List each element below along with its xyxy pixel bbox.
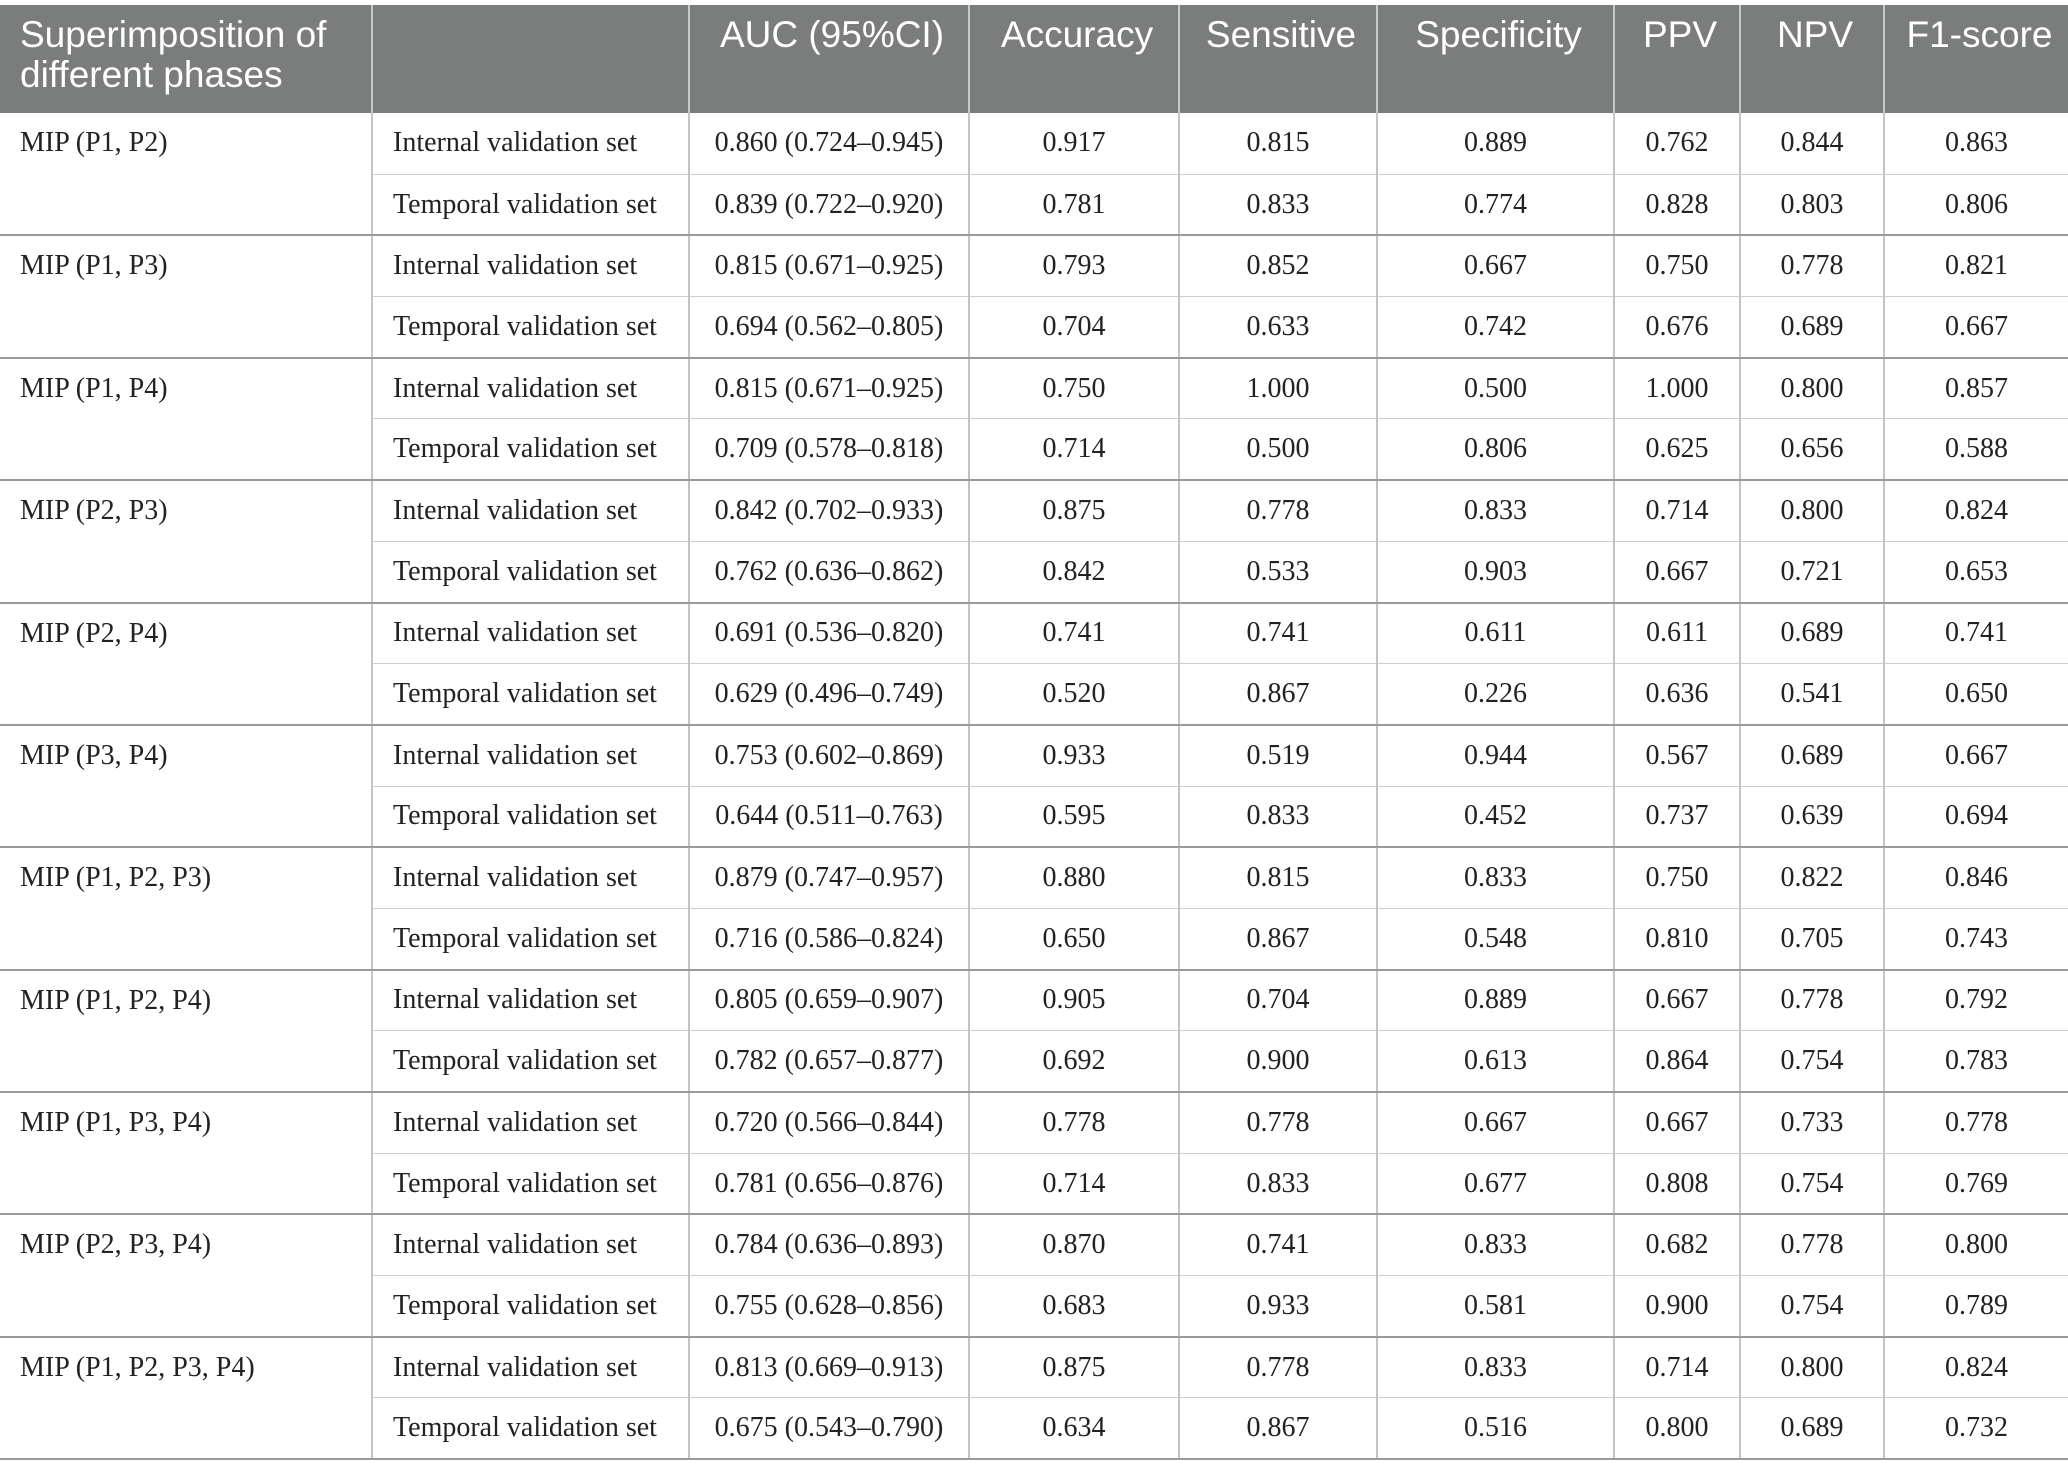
npv-cell: 0.689 — [1740, 603, 1884, 664]
specificity-cell: 0.833 — [1377, 1337, 1614, 1398]
f1-cell: 0.694 — [1884, 786, 2068, 847]
f1-cell: 0.821 — [1884, 235, 2068, 296]
auc-cell: 0.720 (0.566–0.844) — [689, 1092, 969, 1153]
phase-cell: MIP (P2, P3, P4) — [0, 1214, 372, 1336]
validation-set-cell: Internal validation set — [372, 358, 689, 419]
f1-cell: 0.846 — [1884, 847, 2068, 908]
accuracy-cell: 0.880 — [969, 847, 1179, 908]
phase-cell: MIP (P2, P4) — [0, 603, 372, 725]
accuracy-cell: 0.781 — [969, 174, 1179, 235]
specificity-cell: 0.667 — [1377, 1092, 1614, 1153]
ppv-cell: 0.636 — [1614, 664, 1740, 725]
accuracy-cell: 0.634 — [969, 1398, 1179, 1459]
ppv-cell: 0.828 — [1614, 174, 1740, 235]
sensitive-cell: 0.815 — [1179, 113, 1377, 174]
f1-cell: 0.588 — [1884, 419, 2068, 480]
table-row — [0, 480, 2068, 541]
accuracy-cell: 0.650 — [969, 908, 1179, 969]
ppv-cell: 0.900 — [1614, 1276, 1740, 1337]
auc-cell: 0.755 (0.628–0.856) — [689, 1276, 969, 1337]
sensitive-cell: 0.815 — [1179, 847, 1377, 908]
validation-set-cell: Temporal validation set — [372, 664, 689, 725]
sensitive-cell: 0.833 — [1179, 1153, 1377, 1214]
npv-cell: 0.803 — [1740, 174, 1884, 235]
auc-cell: 0.694 (0.562–0.805) — [689, 297, 969, 358]
accuracy-cell: 0.793 — [969, 235, 1179, 296]
f1-cell: 0.667 — [1884, 725, 2068, 786]
table-header — [0, 5, 2068, 113]
npv-cell: 0.733 — [1740, 1092, 1884, 1153]
ppv-cell: 0.800 — [1614, 1398, 1740, 1459]
auc-cell: 0.815 (0.671–0.925) — [689, 235, 969, 296]
validation-set-cell: Internal validation set — [372, 970, 689, 1031]
table-row — [0, 847, 2068, 908]
ppv-cell: 0.667 — [1614, 970, 1740, 1031]
table-row — [0, 603, 2068, 664]
f1-cell: 0.667 — [1884, 297, 2068, 358]
ppv-cell: 0.625 — [1614, 419, 1740, 480]
auc-cell: 0.782 (0.657–0.877) — [689, 1031, 969, 1092]
header-npv: NPV — [1740, 5, 1884, 113]
specificity-cell: 0.806 — [1377, 419, 1614, 480]
auc-cell: 0.879 (0.747–0.957) — [689, 847, 969, 908]
auc-cell: 0.813 (0.669–0.913) — [689, 1337, 969, 1398]
validation-set-cell: Internal validation set — [372, 480, 689, 541]
accuracy-cell: 0.875 — [969, 480, 1179, 541]
table-row — [0, 970, 2068, 1031]
accuracy-cell: 0.714 — [969, 419, 1179, 480]
specificity-cell: 0.889 — [1377, 113, 1614, 174]
table-row — [0, 1214, 2068, 1275]
sensitive-cell: 0.519 — [1179, 725, 1377, 786]
f1-cell: 0.789 — [1884, 1276, 2068, 1337]
f1-cell: 0.792 — [1884, 970, 2068, 1031]
auc-cell: 0.839 (0.722–0.920) — [689, 174, 969, 235]
auc-cell: 0.842 (0.702–0.933) — [689, 480, 969, 541]
sensitive-cell: 1.000 — [1179, 358, 1377, 419]
accuracy-cell: 0.842 — [969, 541, 1179, 602]
ppv-cell: 0.762 — [1614, 113, 1740, 174]
table-body — [0, 113, 2068, 1459]
npv-cell: 0.689 — [1740, 725, 1884, 786]
npv-cell: 0.754 — [1740, 1031, 1884, 1092]
specificity-cell: 0.833 — [1377, 847, 1614, 908]
accuracy-cell: 0.520 — [969, 664, 1179, 725]
sensitive-cell: 0.500 — [1179, 419, 1377, 480]
ppv-cell: 0.808 — [1614, 1153, 1740, 1214]
npv-cell: 0.754 — [1740, 1276, 1884, 1337]
auc-cell: 0.762 (0.636–0.862) — [689, 541, 969, 602]
npv-cell: 0.754 — [1740, 1153, 1884, 1214]
f1-cell: 0.863 — [1884, 113, 2068, 174]
accuracy-cell: 0.778 — [969, 1092, 1179, 1153]
validation-set-cell: Internal validation set — [372, 113, 689, 174]
table-row — [0, 113, 2068, 174]
auc-cell: 0.629 (0.496–0.749) — [689, 664, 969, 725]
validation-set-cell: Temporal validation set — [372, 786, 689, 847]
sensitive-cell: 0.867 — [1179, 664, 1377, 725]
header-specificity: Specificity — [1377, 5, 1614, 113]
auc-cell: 0.781 (0.656–0.876) — [689, 1153, 969, 1214]
specificity-cell: 0.611 — [1377, 603, 1614, 664]
header-phase: Superimposition of different phases — [0, 5, 372, 113]
sensitive-cell: 0.741 — [1179, 603, 1377, 664]
validation-set-cell: Internal validation set — [372, 725, 689, 786]
accuracy-cell: 0.870 — [969, 1214, 1179, 1275]
phase-cell: MIP (P2, P3) — [0, 480, 372, 602]
validation-set-cell: Internal validation set — [372, 235, 689, 296]
specificity-cell: 0.516 — [1377, 1398, 1614, 1459]
validation-set-cell: Temporal validation set — [372, 1398, 689, 1459]
sensitive-cell: 0.900 — [1179, 1031, 1377, 1092]
ppv-cell: 0.682 — [1614, 1214, 1740, 1275]
table-row — [0, 1337, 2068, 1398]
accuracy-cell: 0.714 — [969, 1153, 1179, 1214]
accuracy-cell: 0.692 — [969, 1031, 1179, 1092]
npv-cell: 0.822 — [1740, 847, 1884, 908]
npv-cell: 0.778 — [1740, 1214, 1884, 1275]
ppv-cell: 0.864 — [1614, 1031, 1740, 1092]
accuracy-cell: 0.905 — [969, 970, 1179, 1031]
f1-cell: 0.806 — [1884, 174, 2068, 235]
auc-cell: 0.815 (0.671–0.925) — [689, 358, 969, 419]
header-auc: AUC (95%CI) — [689, 5, 969, 113]
ppv-cell: 0.567 — [1614, 725, 1740, 786]
ppv-cell: 0.667 — [1614, 1092, 1740, 1153]
table-row — [0, 358, 2068, 419]
validation-set-cell: Temporal validation set — [372, 1153, 689, 1214]
npv-cell: 0.778 — [1740, 970, 1884, 1031]
auc-cell: 0.860 (0.724–0.945) — [689, 113, 969, 174]
ppv-cell: 1.000 — [1614, 358, 1740, 419]
sensitive-cell: 0.704 — [1179, 970, 1377, 1031]
phase-cell: MIP (P3, P4) — [0, 725, 372, 847]
validation-set-cell: Temporal validation set — [372, 297, 689, 358]
phase-cell: MIP (P1, P2, P3, P4) — [0, 1337, 372, 1459]
ppv-cell: 0.750 — [1614, 847, 1740, 908]
phase-cell: MIP (P1, P3) — [0, 235, 372, 357]
specificity-cell: 0.548 — [1377, 908, 1614, 969]
phase-cell: MIP (P1, P2, P4) — [0, 970, 372, 1092]
sensitive-cell: 0.741 — [1179, 1214, 1377, 1275]
validation-set-cell: Temporal validation set — [372, 908, 689, 969]
auc-cell: 0.805 (0.659–0.907) — [689, 970, 969, 1031]
header-row — [0, 5, 2068, 113]
validation-set-cell: Temporal validation set — [372, 419, 689, 480]
f1-cell: 0.783 — [1884, 1031, 2068, 1092]
npv-cell: 0.844 — [1740, 113, 1884, 174]
accuracy-cell: 0.917 — [969, 113, 1179, 174]
sensitive-cell: 0.778 — [1179, 480, 1377, 541]
sensitive-cell: 0.833 — [1179, 786, 1377, 847]
npv-cell: 0.800 — [1740, 480, 1884, 541]
specificity-cell: 0.833 — [1377, 1214, 1614, 1275]
auc-cell: 0.691 (0.536–0.820) — [689, 603, 969, 664]
table-row — [0, 235, 2068, 296]
specificity-cell: 0.903 — [1377, 541, 1614, 602]
npv-cell: 0.656 — [1740, 419, 1884, 480]
sensitive-cell: 0.778 — [1179, 1337, 1377, 1398]
validation-set-cell: Temporal validation set — [372, 541, 689, 602]
validation-set-cell: Temporal validation set — [372, 1031, 689, 1092]
auc-cell: 0.716 (0.586–0.824) — [689, 908, 969, 969]
accuracy-cell: 0.704 — [969, 297, 1179, 358]
sensitive-cell: 0.533 — [1179, 541, 1377, 602]
ppv-cell: 0.737 — [1614, 786, 1740, 847]
accuracy-cell: 0.875 — [969, 1337, 1179, 1398]
validation-set-cell: Internal validation set — [372, 1214, 689, 1275]
ppv-cell: 0.611 — [1614, 603, 1740, 664]
header-ppv: PPV — [1614, 5, 1740, 113]
f1-cell: 0.769 — [1884, 1153, 2068, 1214]
f1-cell: 0.857 — [1884, 358, 2068, 419]
accuracy-cell: 0.683 — [969, 1276, 1179, 1337]
npv-cell: 0.800 — [1740, 358, 1884, 419]
accuracy-cell: 0.750 — [969, 358, 1179, 419]
specificity-cell: 0.667 — [1377, 235, 1614, 296]
npv-cell: 0.778 — [1740, 235, 1884, 296]
npv-cell: 0.541 — [1740, 664, 1884, 725]
header-set — [372, 5, 689, 113]
table-row — [0, 725, 2068, 786]
validation-set-cell: Internal validation set — [372, 1092, 689, 1153]
specificity-cell: 0.226 — [1377, 664, 1614, 725]
specificity-cell: 0.833 — [1377, 480, 1614, 541]
sensitive-cell: 0.778 — [1179, 1092, 1377, 1153]
sensitive-cell: 0.867 — [1179, 908, 1377, 969]
f1-cell: 0.824 — [1884, 480, 2068, 541]
sensitive-cell: 0.852 — [1179, 235, 1377, 296]
npv-cell: 0.800 — [1740, 1337, 1884, 1398]
auc-cell: 0.709 (0.578–0.818) — [689, 419, 969, 480]
specificity-cell: 0.944 — [1377, 725, 1614, 786]
f1-cell: 0.741 — [1884, 603, 2068, 664]
ppv-cell: 0.714 — [1614, 480, 1740, 541]
validation-set-cell: Internal validation set — [372, 1337, 689, 1398]
validation-set-cell: Temporal validation set — [372, 1276, 689, 1337]
specificity-cell: 0.889 — [1377, 970, 1614, 1031]
sensitive-cell: 0.933 — [1179, 1276, 1377, 1337]
ppv-cell: 0.750 — [1614, 235, 1740, 296]
specificity-cell: 0.742 — [1377, 297, 1614, 358]
header-sensitive: Sensitive — [1179, 5, 1377, 113]
table-row — [0, 1092, 2068, 1153]
f1-cell: 0.778 — [1884, 1092, 2068, 1153]
header-f1-score: F1-score — [1884, 5, 2068, 113]
ppv-cell: 0.667 — [1614, 541, 1740, 602]
validation-set-cell: Temporal validation set — [372, 174, 689, 235]
specificity-cell: 0.677 — [1377, 1153, 1614, 1214]
npv-cell: 0.705 — [1740, 908, 1884, 969]
npv-cell: 0.689 — [1740, 1398, 1884, 1459]
ppv-cell: 0.714 — [1614, 1337, 1740, 1398]
sensitive-cell: 0.867 — [1179, 1398, 1377, 1459]
specificity-cell: 0.613 — [1377, 1031, 1614, 1092]
accuracy-cell: 0.595 — [969, 786, 1179, 847]
specificity-cell: 0.581 — [1377, 1276, 1614, 1337]
validation-set-cell: Internal validation set — [372, 603, 689, 664]
f1-cell: 0.732 — [1884, 1398, 2068, 1459]
npv-cell: 0.721 — [1740, 541, 1884, 602]
results-table — [0, 5, 2068, 1460]
specificity-cell: 0.500 — [1377, 358, 1614, 419]
auc-cell: 0.644 (0.511–0.763) — [689, 786, 969, 847]
validation-set-cell: Internal validation set — [372, 847, 689, 908]
f1-cell: 0.653 — [1884, 541, 2068, 602]
phase-cell: MIP (P1, P4) — [0, 358, 372, 480]
f1-cell: 0.800 — [1884, 1214, 2068, 1275]
sensitive-cell: 0.633 — [1179, 297, 1377, 358]
auc-cell: 0.784 (0.636–0.893) — [689, 1214, 969, 1275]
ppv-cell: 0.810 — [1614, 908, 1740, 969]
npv-cell: 0.639 — [1740, 786, 1884, 847]
header-accuracy: Accuracy — [969, 5, 1179, 113]
sensitive-cell: 0.833 — [1179, 174, 1377, 235]
accuracy-cell: 0.741 — [969, 603, 1179, 664]
accuracy-cell: 0.933 — [969, 725, 1179, 786]
specificity-cell: 0.452 — [1377, 786, 1614, 847]
f1-cell: 0.743 — [1884, 908, 2068, 969]
npv-cell: 0.689 — [1740, 297, 1884, 358]
f1-cell: 0.824 — [1884, 1337, 2068, 1398]
phase-cell: MIP (P1, P3, P4) — [0, 1092, 372, 1214]
ppv-cell: 0.676 — [1614, 297, 1740, 358]
auc-cell: 0.753 (0.602–0.869) — [689, 725, 969, 786]
phase-cell: MIP (P1, P2, P3) — [0, 847, 372, 969]
specificity-cell: 0.774 — [1377, 174, 1614, 235]
phase-cell: MIP (P1, P2) — [0, 113, 372, 235]
auc-cell: 0.675 (0.543–0.790) — [689, 1398, 969, 1459]
f1-cell: 0.650 — [1884, 664, 2068, 725]
